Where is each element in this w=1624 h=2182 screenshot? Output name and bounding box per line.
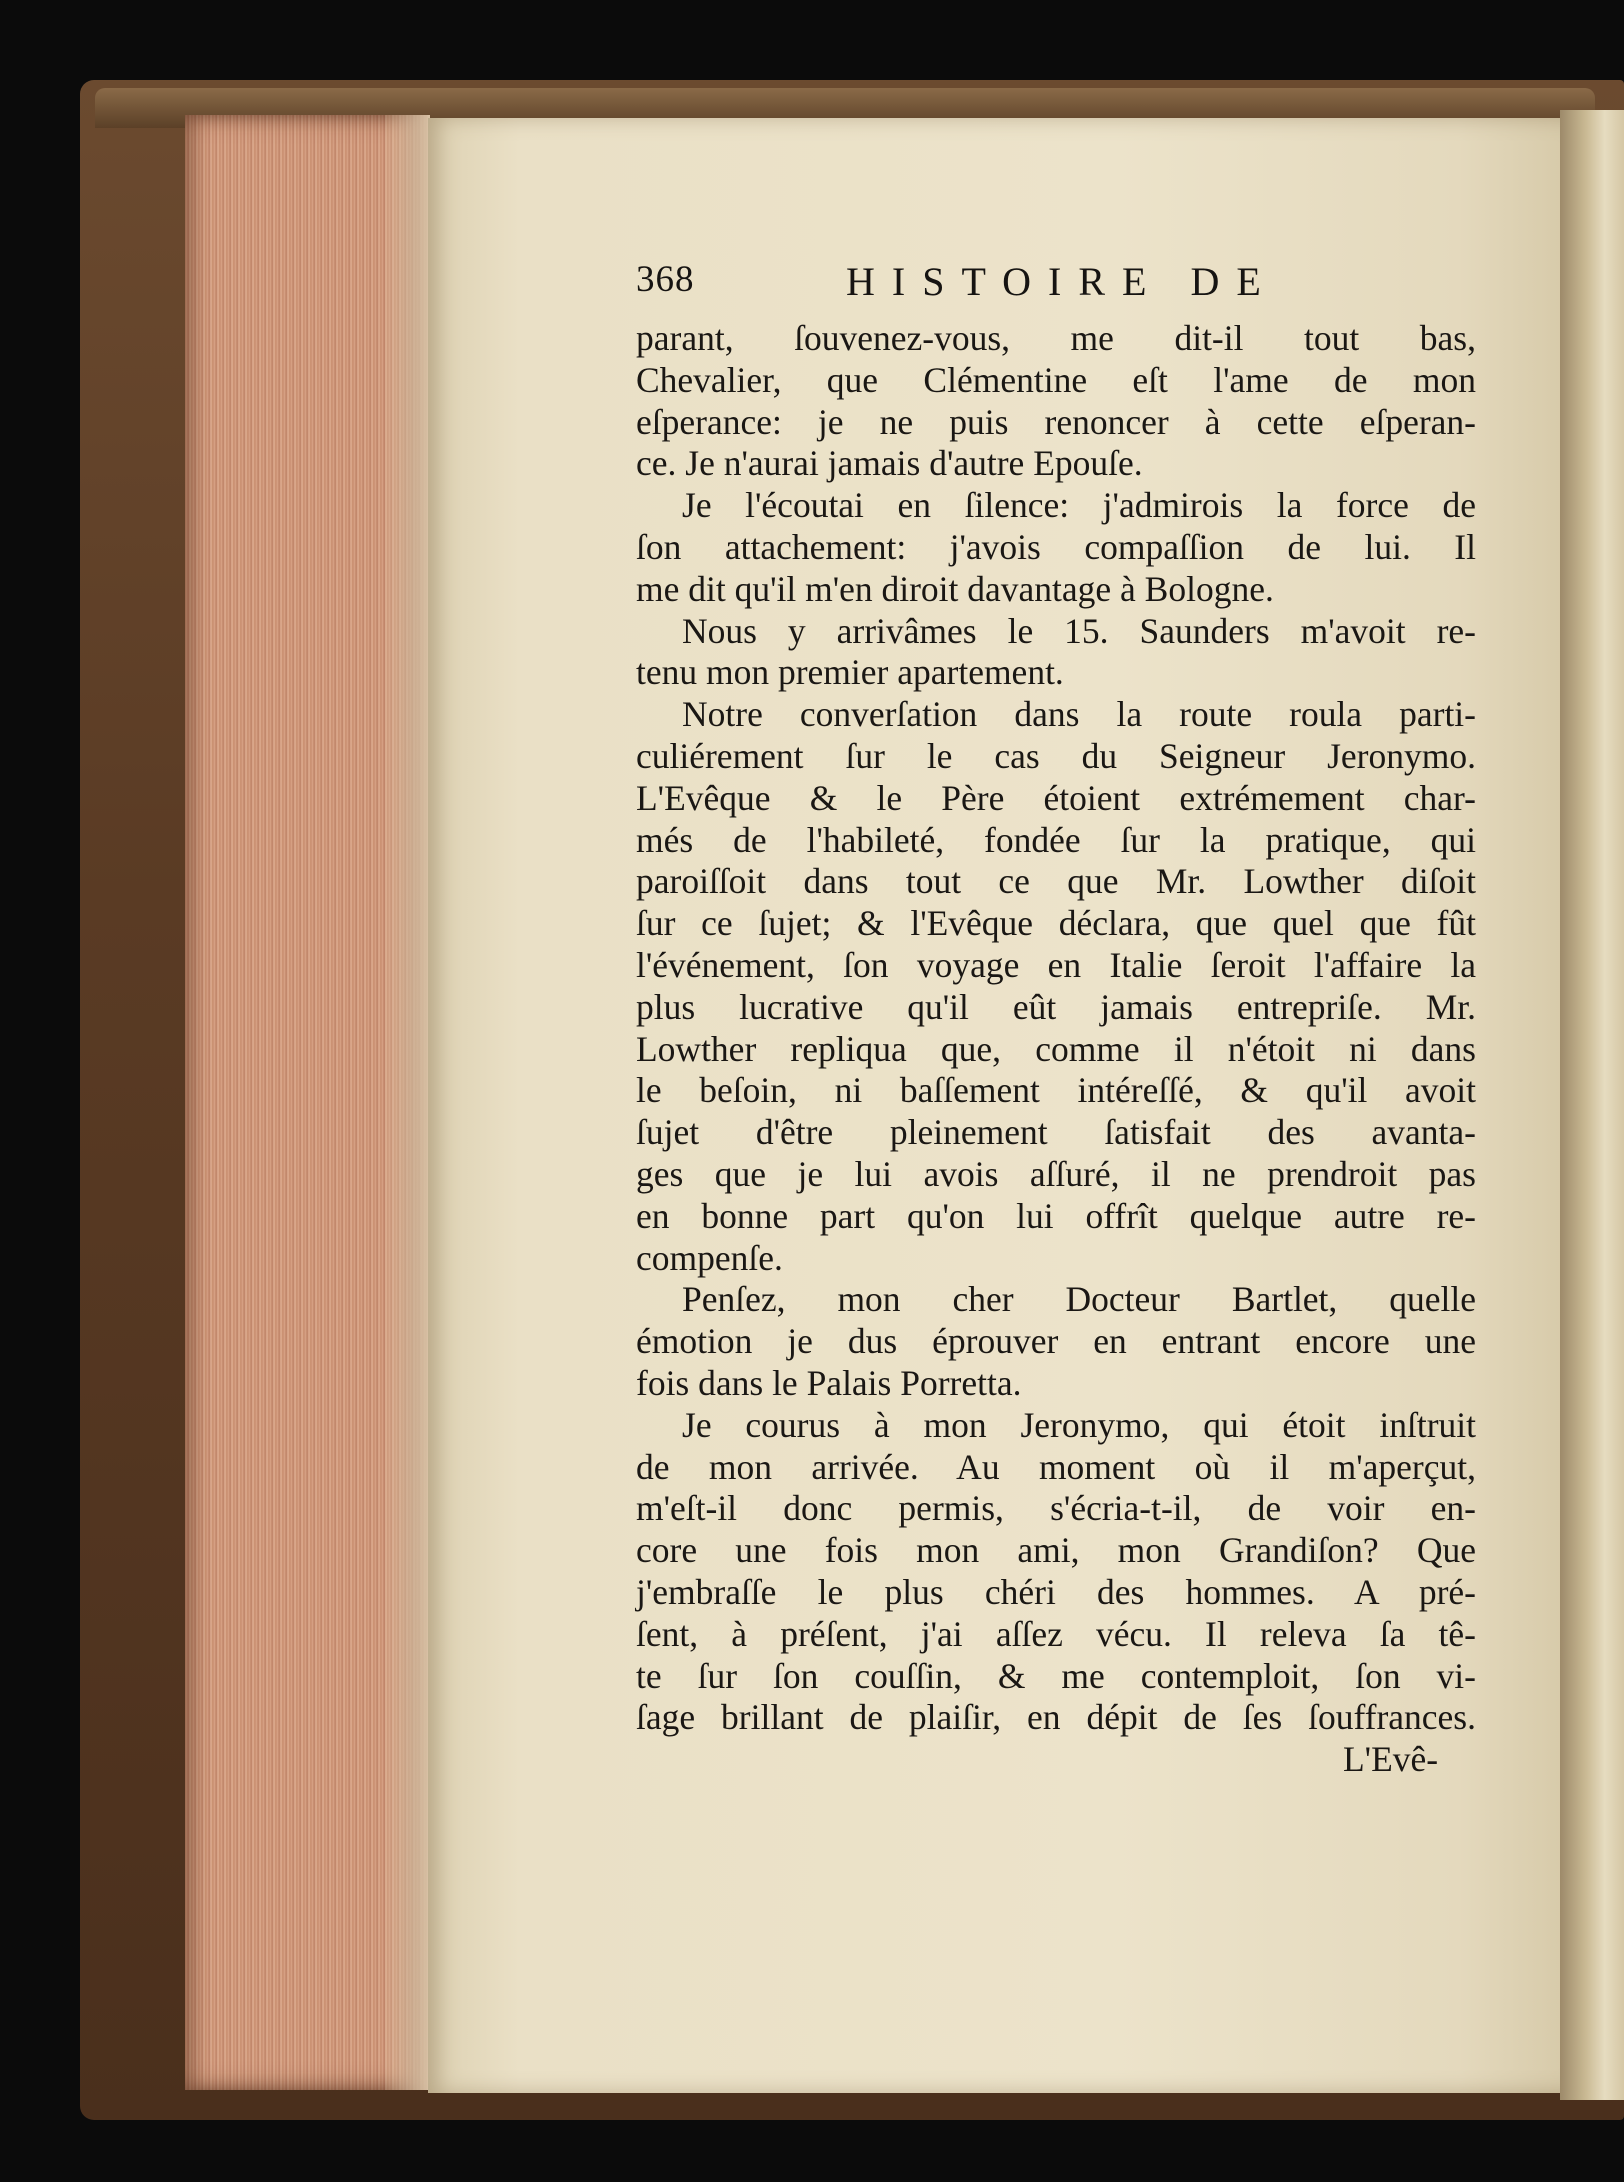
text-line: l'événement, ſon voyage en Italie ſeroit l'affaire la xyxy=(636,944,1476,985)
book-gutter xyxy=(1560,110,1624,2100)
text-line: eſperance: je ne puis renoncer à cette eſperan- xyxy=(636,401,1476,442)
page-block-edge-highlight xyxy=(385,115,430,2090)
text-line: paroiſſoit dans tout ce que Mr. Lowther diſoit xyxy=(636,861,1476,902)
text-line: ſage brillant de plaiſir, en dépit de ſes ſouffrances. xyxy=(636,1697,1476,1738)
text-line: core une fois mon ami, mon Grandiſon? Que xyxy=(636,1530,1476,1571)
text-line: Nous y arrivâmes le 15. Saunders m'avoit re- xyxy=(682,610,1476,651)
body-text xyxy=(636,318,1476,1739)
text-line: ges que je lui avois aſſuré, il ne prendroit pas xyxy=(636,1153,1476,1194)
text-line: culiérement ſur le cas du Seigneur Jeronymo. xyxy=(636,735,1476,776)
text-line: Penſez, mon cher Docteur Bartlet, quelle xyxy=(682,1279,1476,1320)
catchword: L'Evê- xyxy=(1343,1739,1439,1779)
running-title: HISTOIRE DE xyxy=(846,259,1278,304)
text-line: ſur ce ſujet; & l'Evêque déclara, que quel que fût xyxy=(636,903,1476,944)
text-line: émotion je dus éprouver en entrant encore une xyxy=(636,1321,1476,1362)
page-number: 368 xyxy=(636,259,695,300)
text-line: le beſoin, ni baſſement intéreſſé, & qu'il avoit xyxy=(636,1070,1476,1111)
text-line: ſujet d'être pleinement ſatisfait des avanta- xyxy=(636,1112,1476,1153)
text-line: plus lucrative qu'il eût jamais entrepriſe. Mr. xyxy=(636,986,1476,1027)
text-line: més de l'habileté, fondée ſur la pratique, qui xyxy=(636,819,1476,860)
text-line: Je l'écoutai en ſilence: j'admirois la force de xyxy=(682,485,1476,526)
text-line: me dit qu'il m'en diroit davantage à Bologne. xyxy=(636,568,1274,609)
text-line: ſon attachement: j'avois compaſſion de lui. Il xyxy=(636,526,1476,567)
text-line: Chevalier, que Clémentine eſt l'ame de mon xyxy=(636,359,1476,400)
text-line: L'Evêque & le Père étoient extrémement char- xyxy=(636,777,1476,818)
text-line: en bonne part qu'on lui offrît quelque autre re- xyxy=(636,1195,1476,1236)
text-line: Je courus à mon Jeronymo, qui étoit inſtruit xyxy=(682,1404,1476,1445)
text-line: parant, ſouvenez-vous, me dit-il tout bas, xyxy=(636,318,1476,358)
text-line: de mon arrivée. Au moment où il m'aperçut, xyxy=(636,1446,1476,1487)
text-line: Lowther repliqua que, comme il n'étoit ni dans xyxy=(636,1028,1476,1069)
page-header xyxy=(636,258,1466,318)
text-line: compenſe. xyxy=(636,1237,783,1278)
text-line: tenu mon premier apartement. xyxy=(636,652,1064,693)
text-line: m'eſt-il donc permis, s'écria-t-il, de voir en- xyxy=(636,1488,1476,1529)
text-line: Notre converſation dans la route roula parti- xyxy=(682,694,1476,735)
text-line: j'embraſſe le plus chéri des hommes. A pré- xyxy=(636,1571,1476,1612)
text-line: ſent, à préſent, j'ai aſſez vécu. Il releva ſa tê- xyxy=(636,1613,1476,1654)
text-line: fois dans le Palais Porretta. xyxy=(636,1362,1022,1403)
text-line: ce. Je n'aurai jamais d'autre Epouſe. xyxy=(636,443,1143,484)
text-line: te ſur ſon couſſin, & me contemploit, ſon vi- xyxy=(636,1655,1476,1696)
